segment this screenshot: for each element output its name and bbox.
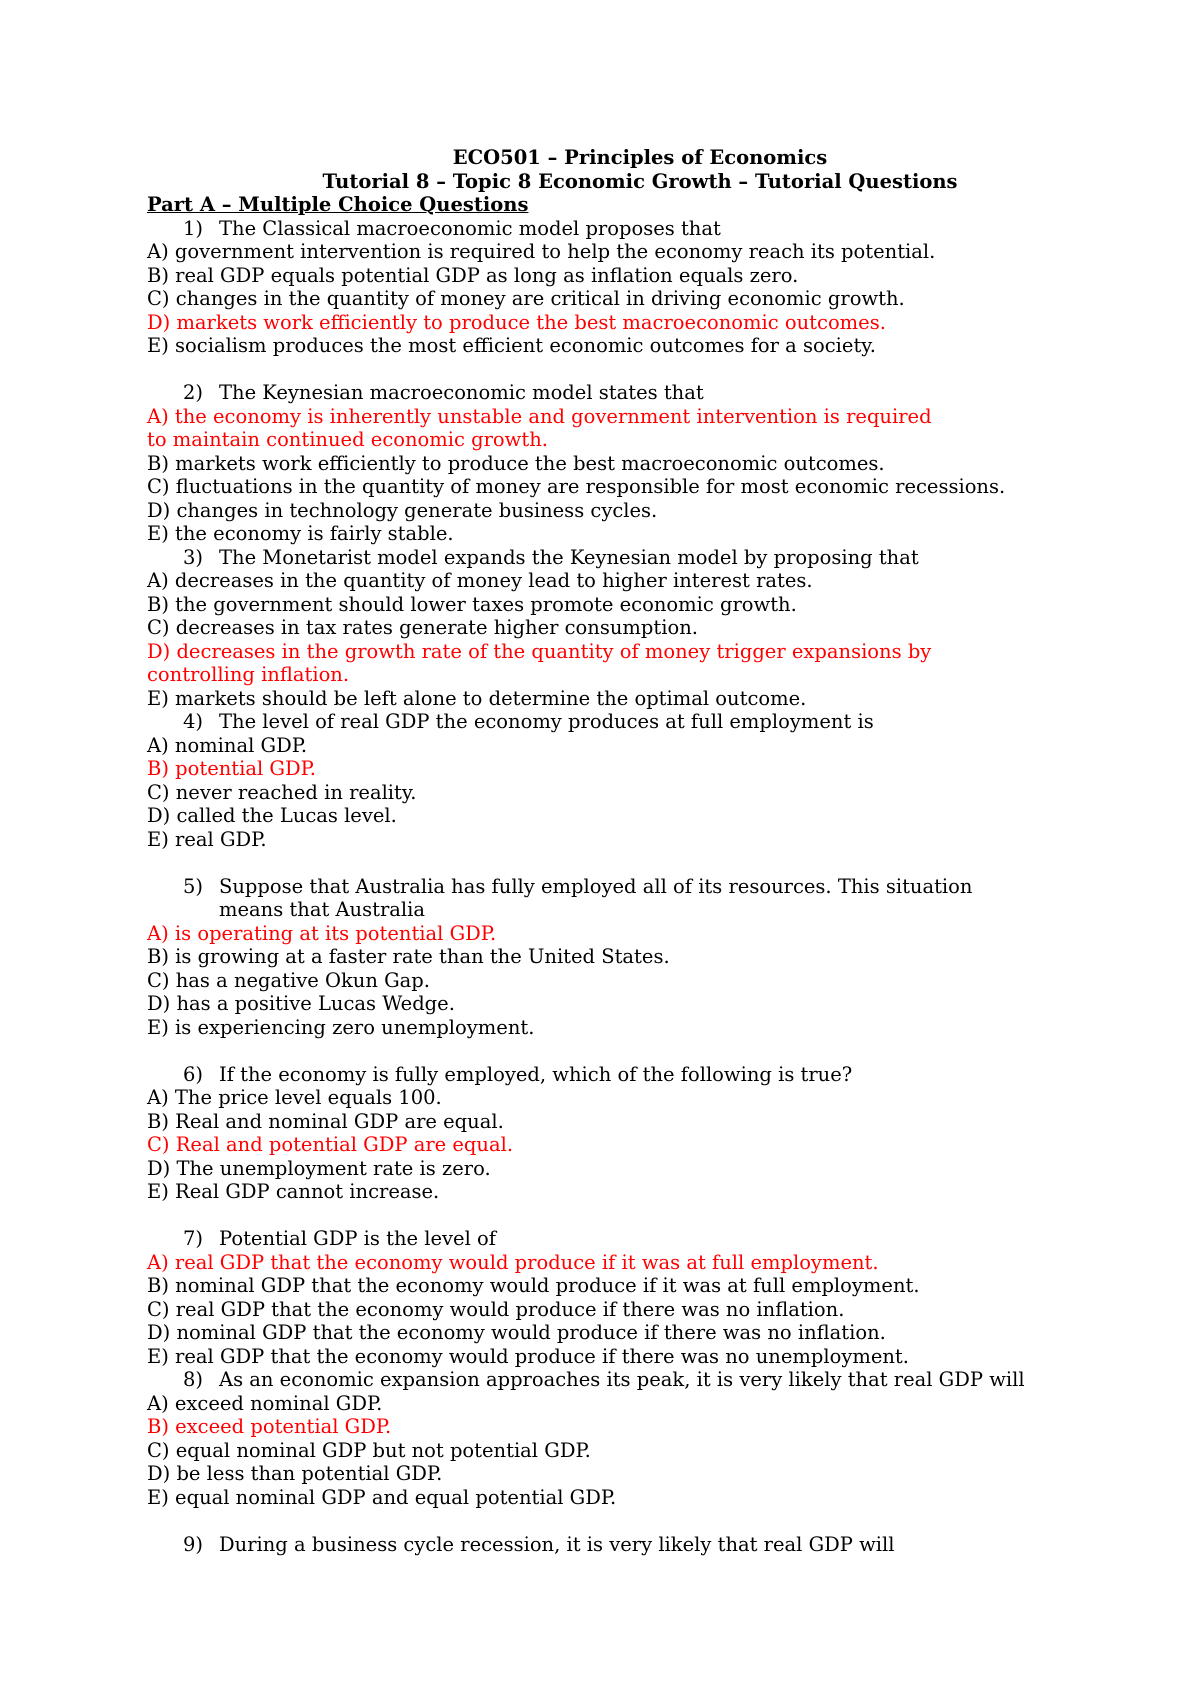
tutorial-title: Tutorial 8 – Topic 8 Economic Growth – Tutorial Questions xyxy=(322,169,958,193)
question-6 xyxy=(147,1063,1147,1087)
question-5 xyxy=(147,875,1147,922)
question-number: 7) xyxy=(183,1227,204,1250)
option-q1-d-answer: D) markets work efficiently to produce the best macroeconomic outcomes. xyxy=(147,310,886,334)
question-7 xyxy=(147,1227,1147,1251)
question-4 xyxy=(147,710,1147,734)
part-a-heading: Part A – Multiple Choice Questions xyxy=(147,193,529,216)
option-q5-e: E) is experiencing zero unemployment. xyxy=(147,1015,535,1039)
document-page xyxy=(147,146,1147,1556)
question-2 xyxy=(147,381,1147,405)
question-3 xyxy=(147,546,1147,570)
question-text: As an economic expansion approaches its peak, it is very likely that real GDP will xyxy=(219,1368,1025,1391)
option-q1-b: B) real GDP equals potential GDP as long as inflation equals zero. xyxy=(147,263,799,287)
option-q5-b: B) is growing at a faster rate than the United States. xyxy=(147,945,670,968)
option-q4-b-answer: B) potential GDP. xyxy=(147,757,317,780)
option-q1-a: A) government intervention is required to help the economy reach its potential. xyxy=(147,240,936,263)
option-q3-b: B) the government should lower taxes promote economic growth. xyxy=(147,592,797,616)
question-number: 2) xyxy=(183,381,204,404)
question-text: If the economy is fully employed, which of the following is true? xyxy=(219,1062,853,1086)
question-text: Suppose that Australia has fully employed all of its resources. This situation means that Australia xyxy=(219,874,973,921)
question-number: 6) xyxy=(183,1062,204,1086)
option-q8-c: C) equal nominal GDP but not potential GDP. xyxy=(147,1438,591,1462)
option-q2-e: E) the economy is fairly stable. xyxy=(147,522,454,545)
option-q8-b-answer: B) exceed potential GDP. xyxy=(147,1415,392,1438)
question-text: Potential GDP is the level of xyxy=(219,1227,496,1250)
question-text: The Classical macroeconomic model proposes that xyxy=(219,216,721,240)
option-q2-c: C) fluctuations in the quantity of money are responsible for most economic recessions. xyxy=(147,475,1006,498)
option-q6-e: E) Real GDP cannot increase. xyxy=(147,1180,440,1203)
option-q2-b: B) markets work efficiently to produce the best macroeconomic outcomes. xyxy=(147,451,885,475)
option-q3-d-answer: D) decreases in the growth rate of the quantity of money trigger expansions by controlling inflation. xyxy=(147,639,932,686)
option-q7-e: E) real GDP that the economy would produce if there was no unemployment. xyxy=(147,1344,909,1368)
option-q3-c: C) decreases in tax rates generate higher consumption. xyxy=(147,616,698,639)
option-q5-c: C) has a negative Okun Gap. xyxy=(147,968,430,992)
question-9 xyxy=(147,1533,1147,1557)
question-text: The Keynesian macroeconomic model states that xyxy=(219,381,704,404)
option-q5-d: D) has a positive Lucas Wedge. xyxy=(147,992,455,1015)
option-q6-b: B) Real and nominal GDP are equal. xyxy=(147,1109,504,1133)
option-q4-e: E) real GDP. xyxy=(147,827,267,851)
question-number: 3) xyxy=(183,545,204,569)
question-number: 8) xyxy=(183,1368,204,1391)
option-q4-c: C) never reached in reality. xyxy=(147,780,417,804)
option-q8-e: E) equal nominal GDP and equal potential GDP. xyxy=(147,1485,617,1509)
option-q3-a: A) decreases in the quantity of money lead to higher interest rates. xyxy=(147,569,813,592)
question-number: 9) xyxy=(183,1532,204,1556)
option-q7-d: D) nominal GDP that the economy would produce if there was no inflation. xyxy=(147,1321,886,1344)
option-q1-e: E) socialism produces the most efficient economic outcomes for a society. xyxy=(147,334,876,357)
option-q2-a-answer: A) the economy is inherently unstable and government intervention is required to maintain continued economic growth. xyxy=(147,404,932,451)
option-q7-b: B) nominal GDP that the economy would produce if it was at full employment. xyxy=(147,1274,920,1297)
question-1 xyxy=(147,217,1147,241)
question-text: During a business cycle recession, it is very likely that real GDP will xyxy=(219,1532,895,1556)
option-q8-d: D) be less than potential GDP. xyxy=(147,1462,443,1485)
option-q3-e: E) markets should be left alone to determine the optimal outcome. xyxy=(147,686,807,710)
option-q8-a: A) exceed nominal GDP. xyxy=(147,1391,383,1415)
option-q7-a-answer: A) real GDP that the economy would produce if it was at full employment. xyxy=(147,1250,879,1274)
question-number: 5) xyxy=(183,874,204,898)
course-title: ECO501 – Principles of Economics xyxy=(452,146,828,169)
question-text: The level of real GDP the economy produces at full employment is xyxy=(219,710,874,733)
option-q4-a: A) nominal GDP. xyxy=(147,733,308,757)
question-text: The Monetarist model expands the Keynesian model by proposing that xyxy=(219,545,919,569)
option-q6-d: D) The unemployment rate is zero. xyxy=(147,1156,491,1180)
option-q4-d: D) called the Lucas level. xyxy=(147,804,397,827)
option-q2-d: D) changes in technology generate business cycles. xyxy=(147,498,658,522)
option-q1-c: C) changes in the quantity of money are critical in driving economic growth. xyxy=(147,287,905,310)
question-8 xyxy=(147,1368,1147,1392)
option-q6-a: A) The price level equals 100. xyxy=(147,1086,442,1109)
question-number: 4) xyxy=(183,710,204,733)
option-q7-c: C) real GDP that the economy would produce if there was no inflation. xyxy=(147,1297,845,1321)
option-q6-c-answer: C) Real and potential GDP are equal. xyxy=(147,1133,514,1156)
question-number: 1) xyxy=(183,216,204,240)
option-q5-a-answer: A) is operating at its potential GDP. xyxy=(147,921,497,945)
